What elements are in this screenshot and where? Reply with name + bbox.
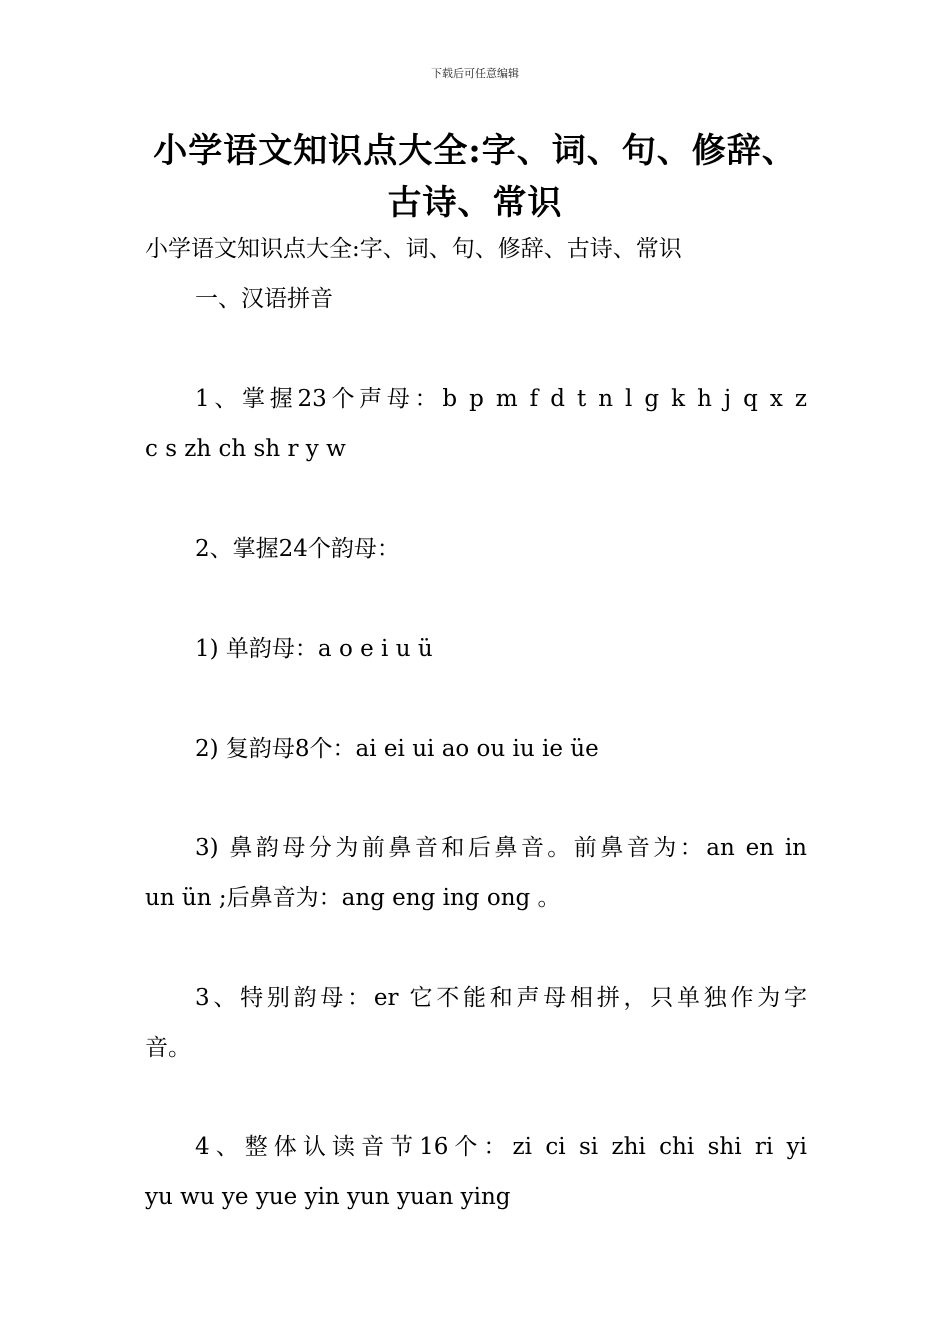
paragraph-simple-finals: 1) 单韵母：a o e i u ü [195, 636, 433, 662]
paragraph-finals-heading: 2、掌握24个韵母： [195, 536, 400, 562]
page-title-line-1: 小学语文知识点大全:字、词、句、修辞、 [153, 131, 797, 171]
page-title-line-2: 古诗、常识 [387, 183, 563, 223]
paragraph-compound-finals: 2) 复韵母8个：ai ei ui ao ou iu ie üe [195, 736, 599, 762]
paragraph-initials-line-1: 1、掌握23个声母：b p m f d t n l g k h j q x z [195, 386, 807, 412]
paragraph-special-final-line-1: 3、特别韵母：er 它不能和声母相拼，只单独作为字 [195, 985, 807, 1011]
paragraph-initials-line-2: c s zh ch sh r y w [145, 436, 346, 462]
paragraph-special-final-line-2: 音。 [145, 1035, 191, 1061]
paragraph-nasal-finals-line-2: un ün ;后鼻音为：ang eng ing ong 。 [145, 885, 561, 911]
watermark-text: 下载后可任意编辑 [431, 67, 519, 80]
paragraph-whole-syllables-line-2: yu wu ye yue yin yun yuan ying [145, 1184, 511, 1210]
paragraph-whole-syllables-line-1: 4、整体认读音节16个：zi ci si zhi chi shi ri yi [195, 1134, 807, 1160]
section-heading-pinyin: 一、汉语拼音 [195, 286, 333, 312]
paragraph-nasal-finals-line-1: 3) 鼻韵母分为前鼻音和后鼻音。前鼻音为：an en in [195, 835, 807, 861]
subtitle: 小学语文知识点大全:字、词、句、修辞、古诗、常识 [145, 236, 682, 262]
